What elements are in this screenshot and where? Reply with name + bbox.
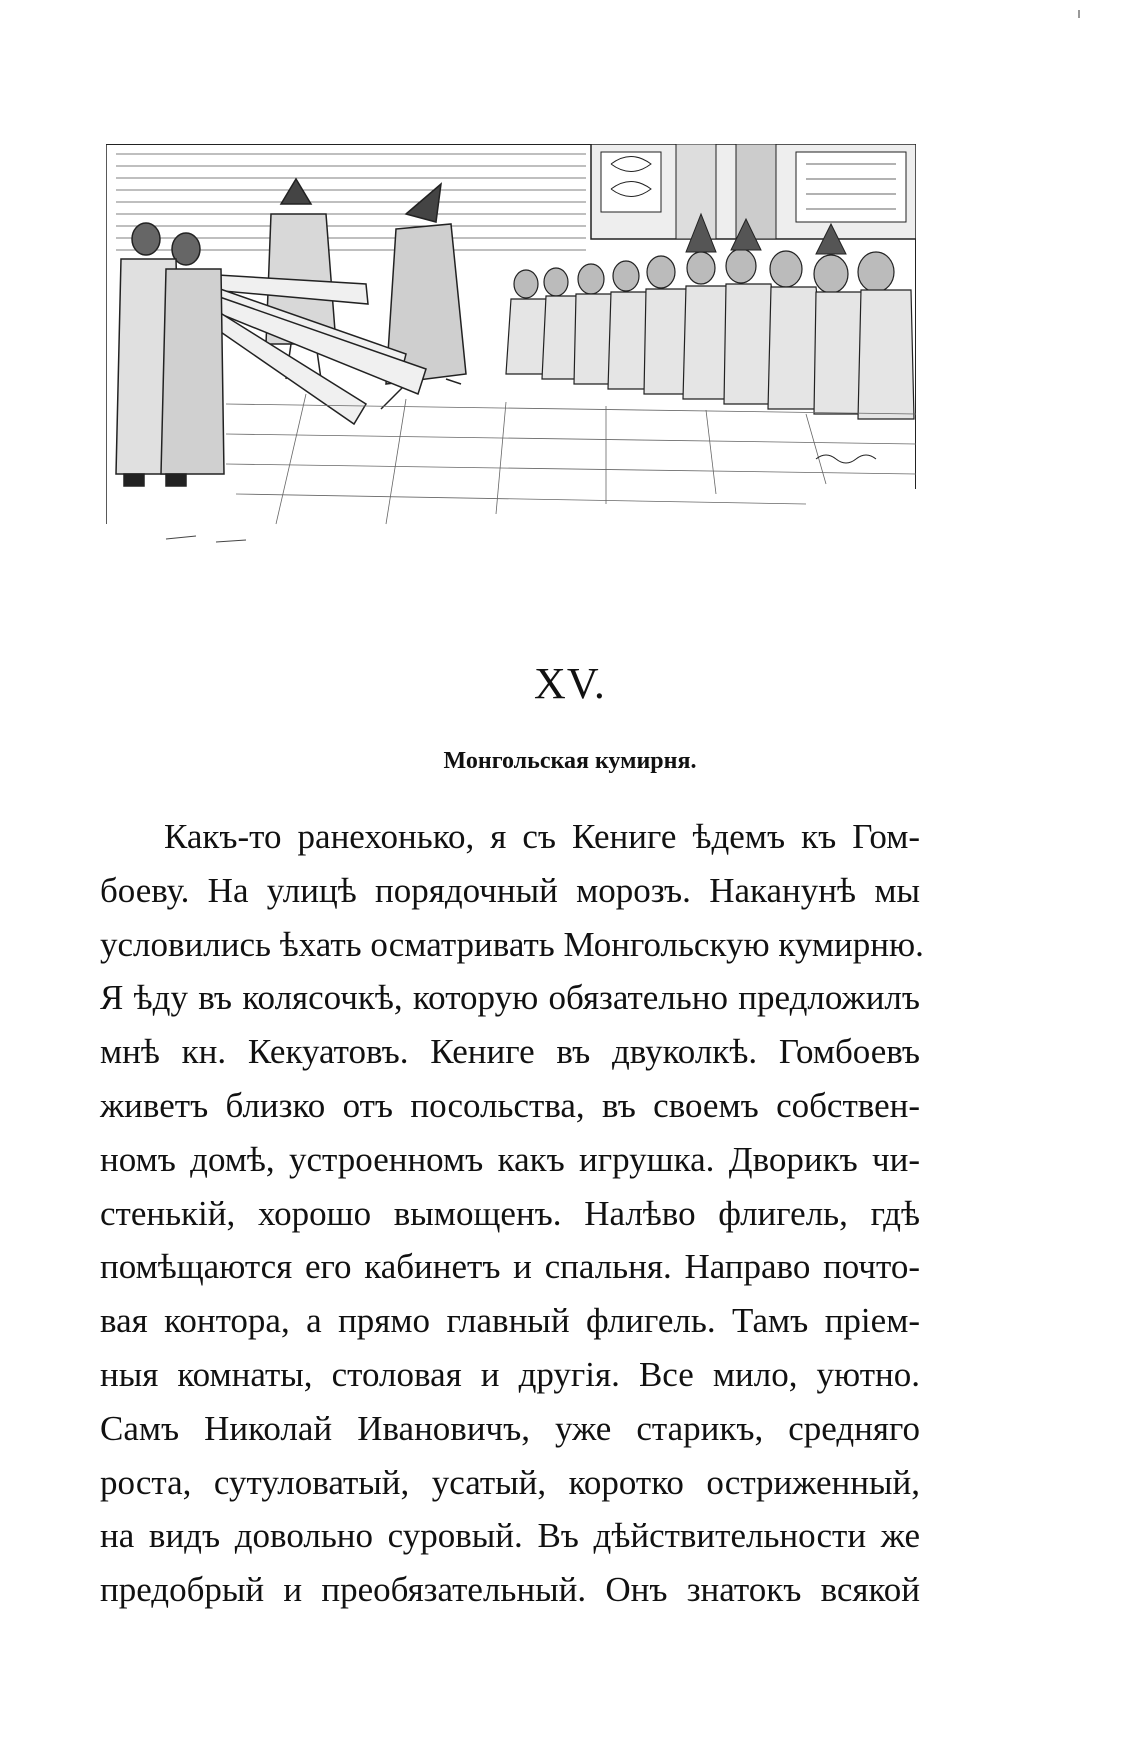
text-line: живетъ близко отъ посольства, въ своемъ собствен-	[100, 1085, 920, 1125]
text-line: вая контора, а прямо главный флигель. Тамъ пріем-	[100, 1301, 920, 1341]
chapter-number: XV.	[534, 659, 606, 708]
illustration-lama-dance	[106, 144, 916, 574]
text-line: мнѣ кн. Кекуатовъ. Кениге въ двуколкѣ. Гомбоевъ	[100, 1032, 920, 1072]
text-line: номъ домѣ, устроенномъ какъ игрушка. Дворикъ чи-	[100, 1139, 920, 1179]
text-line: помѣщаются его кабинетъ и спальня. Направо почто-	[100, 1247, 920, 1287]
body-text	[100, 810, 924, 1617]
text-line: Самъ Николай Ивановичъ, уже старикъ, средняго	[100, 1408, 920, 1448]
text-line: предобрый и преобязательный. Онъ знатокъ всякой	[100, 1570, 920, 1610]
margin-mark	[1078, 10, 1080, 18]
text-line: ныя комнаты, столовая и другія. Все мило, уютно.	[100, 1354, 920, 1394]
text-line: Я ѣду въ колясочкѣ, которую обязательно предложилъ	[100, 978, 920, 1018]
chapter-title: Монгольская кумирня.	[443, 748, 697, 774]
text-line: роста, сутуловатый, усатый, коротко остриженный,	[100, 1462, 920, 1502]
engraving-icon	[106, 144, 916, 574]
text-line: стенькій, хорошо вымощенъ. Налѣво флигель, гдѣ	[100, 1193, 920, 1233]
text-line: боеву. На улицѣ порядочный морозъ. Наканунѣ мы	[100, 870, 920, 910]
text-line: на видъ довольно суровый. Въ дѣйствительности же	[100, 1516, 920, 1556]
text-line: условились ѣхать осматривать Монгольскую кумирню.	[100, 924, 924, 964]
text-line: Какъ-то ранехонько, я съ Кениге ѣдемъ къ Гом-	[164, 817, 920, 856]
